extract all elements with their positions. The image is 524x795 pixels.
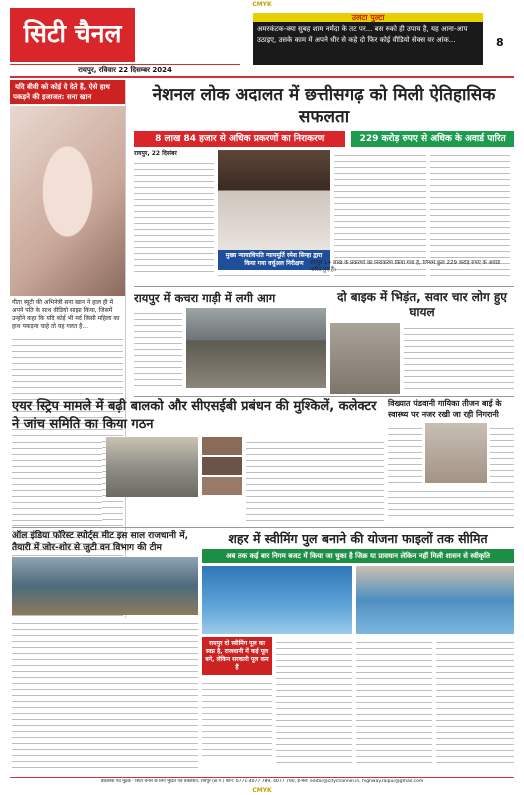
lead-story: [134, 80, 514, 276]
sports-team-photo: [12, 557, 198, 615]
divider-3: [12, 527, 514, 528]
singer-text-b: [490, 423, 514, 483]
singer-photo: [425, 423, 487, 483]
masthead-rule: [10, 76, 514, 78]
sports-headline: ऑल इंडिया फॉरेस्ट स्पोर्ट्स मीट इस साल राजधानी में, तैयारी में जोर-शोर से जुटी वन विभाग की टीम: [12, 531, 188, 553]
airstrip-text-a: [12, 437, 102, 525]
bike-text: [404, 323, 514, 394]
judge-photo: [218, 150, 330, 250]
col1-headline-text: यदि बीवी को कोई दे देते हैं, ऐसे हाथ पकड़ने की इजाजत: सना खान: [13, 83, 110, 101]
lead-col-c: [334, 150, 426, 276]
col1-headline: [10, 80, 125, 104]
cmyk-mark-top: CMYK: [252, 1, 272, 8]
masthead: [10, 8, 240, 74]
lead-sub-right: 229 करोड़ रुपए से अधिक के अवार्ड पारित: [351, 131, 514, 147]
airstrip-story: [12, 398, 384, 526]
lead-dateline: रायपुर, 22 दिसंबर: [134, 150, 177, 157]
bike-story: [330, 290, 514, 394]
pool-text-a: [202, 678, 272, 758]
mugshot-2: [202, 457, 242, 475]
airstrip-headline: एयर स्ट्रिप मामले में बढ़ी बालको और सीएसईबी प्रबंधन की मुश्किलें, कलेक्टर ने जांच समिति का किया गठन: [12, 399, 377, 432]
lead-bottom-note: रायपुर 14 लाख के प्रकरणों का निराकरण किया गया है, जिसमें कुल 229 करोड़ रुपए के अवार्ड पारित हुए हैं।: [310, 260, 501, 273]
sports-text: [12, 618, 198, 772]
dateline: रायपुर, रविवार 22 दिसम्बर 2024: [10, 64, 240, 74]
fire-photo: [186, 308, 326, 388]
lead-photo-caption: मुख्य न्यायाधिपति न्यायमूर्ति रमेश सिन्हा द्वारा किया गया वर्चुअल निरीक्षण: [218, 250, 330, 270]
masthead-title: सिटी चैनल: [10, 8, 135, 62]
lead-photo-block: [218, 150, 330, 276]
ticker-box: [253, 13, 483, 65]
divider-1: [134, 286, 514, 287]
singer-text-c: [388, 486, 514, 518]
pool-callout-col: [202, 637, 272, 765]
sports-story: [12, 530, 198, 778]
lead-col-c-text: [334, 150, 426, 276]
pool-story: [202, 530, 514, 778]
mugshot-1: [202, 437, 242, 455]
actress-photo: [10, 106, 125, 296]
lead-headline: नेशनल लोक अदालत में छत्तीसगढ़ को मिली ऐतिहासिक सफलता: [152, 85, 496, 127]
airstrip-photo: [106, 437, 198, 497]
pool-callout: रायपुर दो स्वीमिंग पूल का स्वप्न है, राजधानी में कई पूल बने, लेकिन सरकारी पूल कम हैं: [202, 637, 272, 675]
mugshot-3: [202, 477, 242, 495]
footer-rule: [10, 777, 514, 778]
ticker-label: उलटा पुल्टा: [253, 13, 483, 22]
lead-col-a: [134, 150, 214, 276]
pool-strap: अब तक कई बार निगम बजट में किया जा चुका है जिक्र या प्रावधान लेकिन नहीं मिली शासन से स्वीकृति: [202, 549, 514, 563]
lead-col-a-text: [134, 158, 214, 276]
fire-headline: रायपुर में कचरा गाड़ी में लगी आग: [134, 291, 276, 305]
singer-story: [388, 398, 514, 526]
lead-subheads: [134, 131, 514, 147]
singer-text-a: [388, 423, 422, 483]
pool-text-d: [436, 637, 514, 765]
fire-story: [134, 290, 326, 394]
divider-2: [134, 396, 514, 397]
cmyk-mark-bottom: CMYK: [252, 787, 272, 794]
pool-text-c: [356, 637, 432, 765]
pool-photo-1: [202, 566, 352, 634]
lead-col-d-text: [430, 150, 510, 276]
singer-headline: विख्यात पंडवानी गायिका तीजन बाई के स्वास्थ्य पर नजर रखी जा रही निगरानी: [388, 399, 502, 419]
airstrip-text-b: [246, 437, 384, 525]
page-number: 8: [496, 36, 504, 49]
bike-photo: [330, 323, 400, 394]
pool-text-b: [276, 637, 352, 765]
lead-sub-left: 8 लाख 84 हजार से अधिक प्रकरणों का निराकरण: [134, 131, 345, 147]
col1-body: गीता ब्यूटी की अभिनेत्री सना खान ने हाल ही में अपने पति के साथ वीडियो साझा किया, जिसमें उन्होंने कहा कि यदि कोई भी मर्द किसी महिला का हाथ पकड़ना चाहे तो यह गलत है...: [12, 299, 120, 330]
pool-photo-2: [356, 566, 514, 634]
fire-text: [134, 308, 182, 388]
lead-col-d: [430, 150, 510, 276]
pool-headline: शहर में स्वीमिंग पुल बनाने की योजना फाइलों तक सीमित: [228, 531, 488, 546]
airstrip-mugshots: [202, 437, 242, 525]
ticker-text: अमरकंटक-क्या सुबह शाम नर्मदा के तट पर... बस रुको ही उपाय है, यह आना-आप उठाइए, उसके काम में अपने धीर से कहे दो फिर कोई वीडियो सेक्स वर आंक...: [253, 22, 483, 65]
bike-headline: दो बाइक में भिड़ंत, सवार चार लोग हुए घायल: [337, 290, 507, 319]
footer-imprint: प्रकाशक एवं मुद्रक - सिटी चैनल के लिए मुद्रित एवं प्रकाशित, रायपुर (छ.ग.) फोन: 0771-4077 789, 4077 790, ई-मेल: editor@citychannel.in, highway.raipur@gmail.com: [100, 779, 424, 784]
